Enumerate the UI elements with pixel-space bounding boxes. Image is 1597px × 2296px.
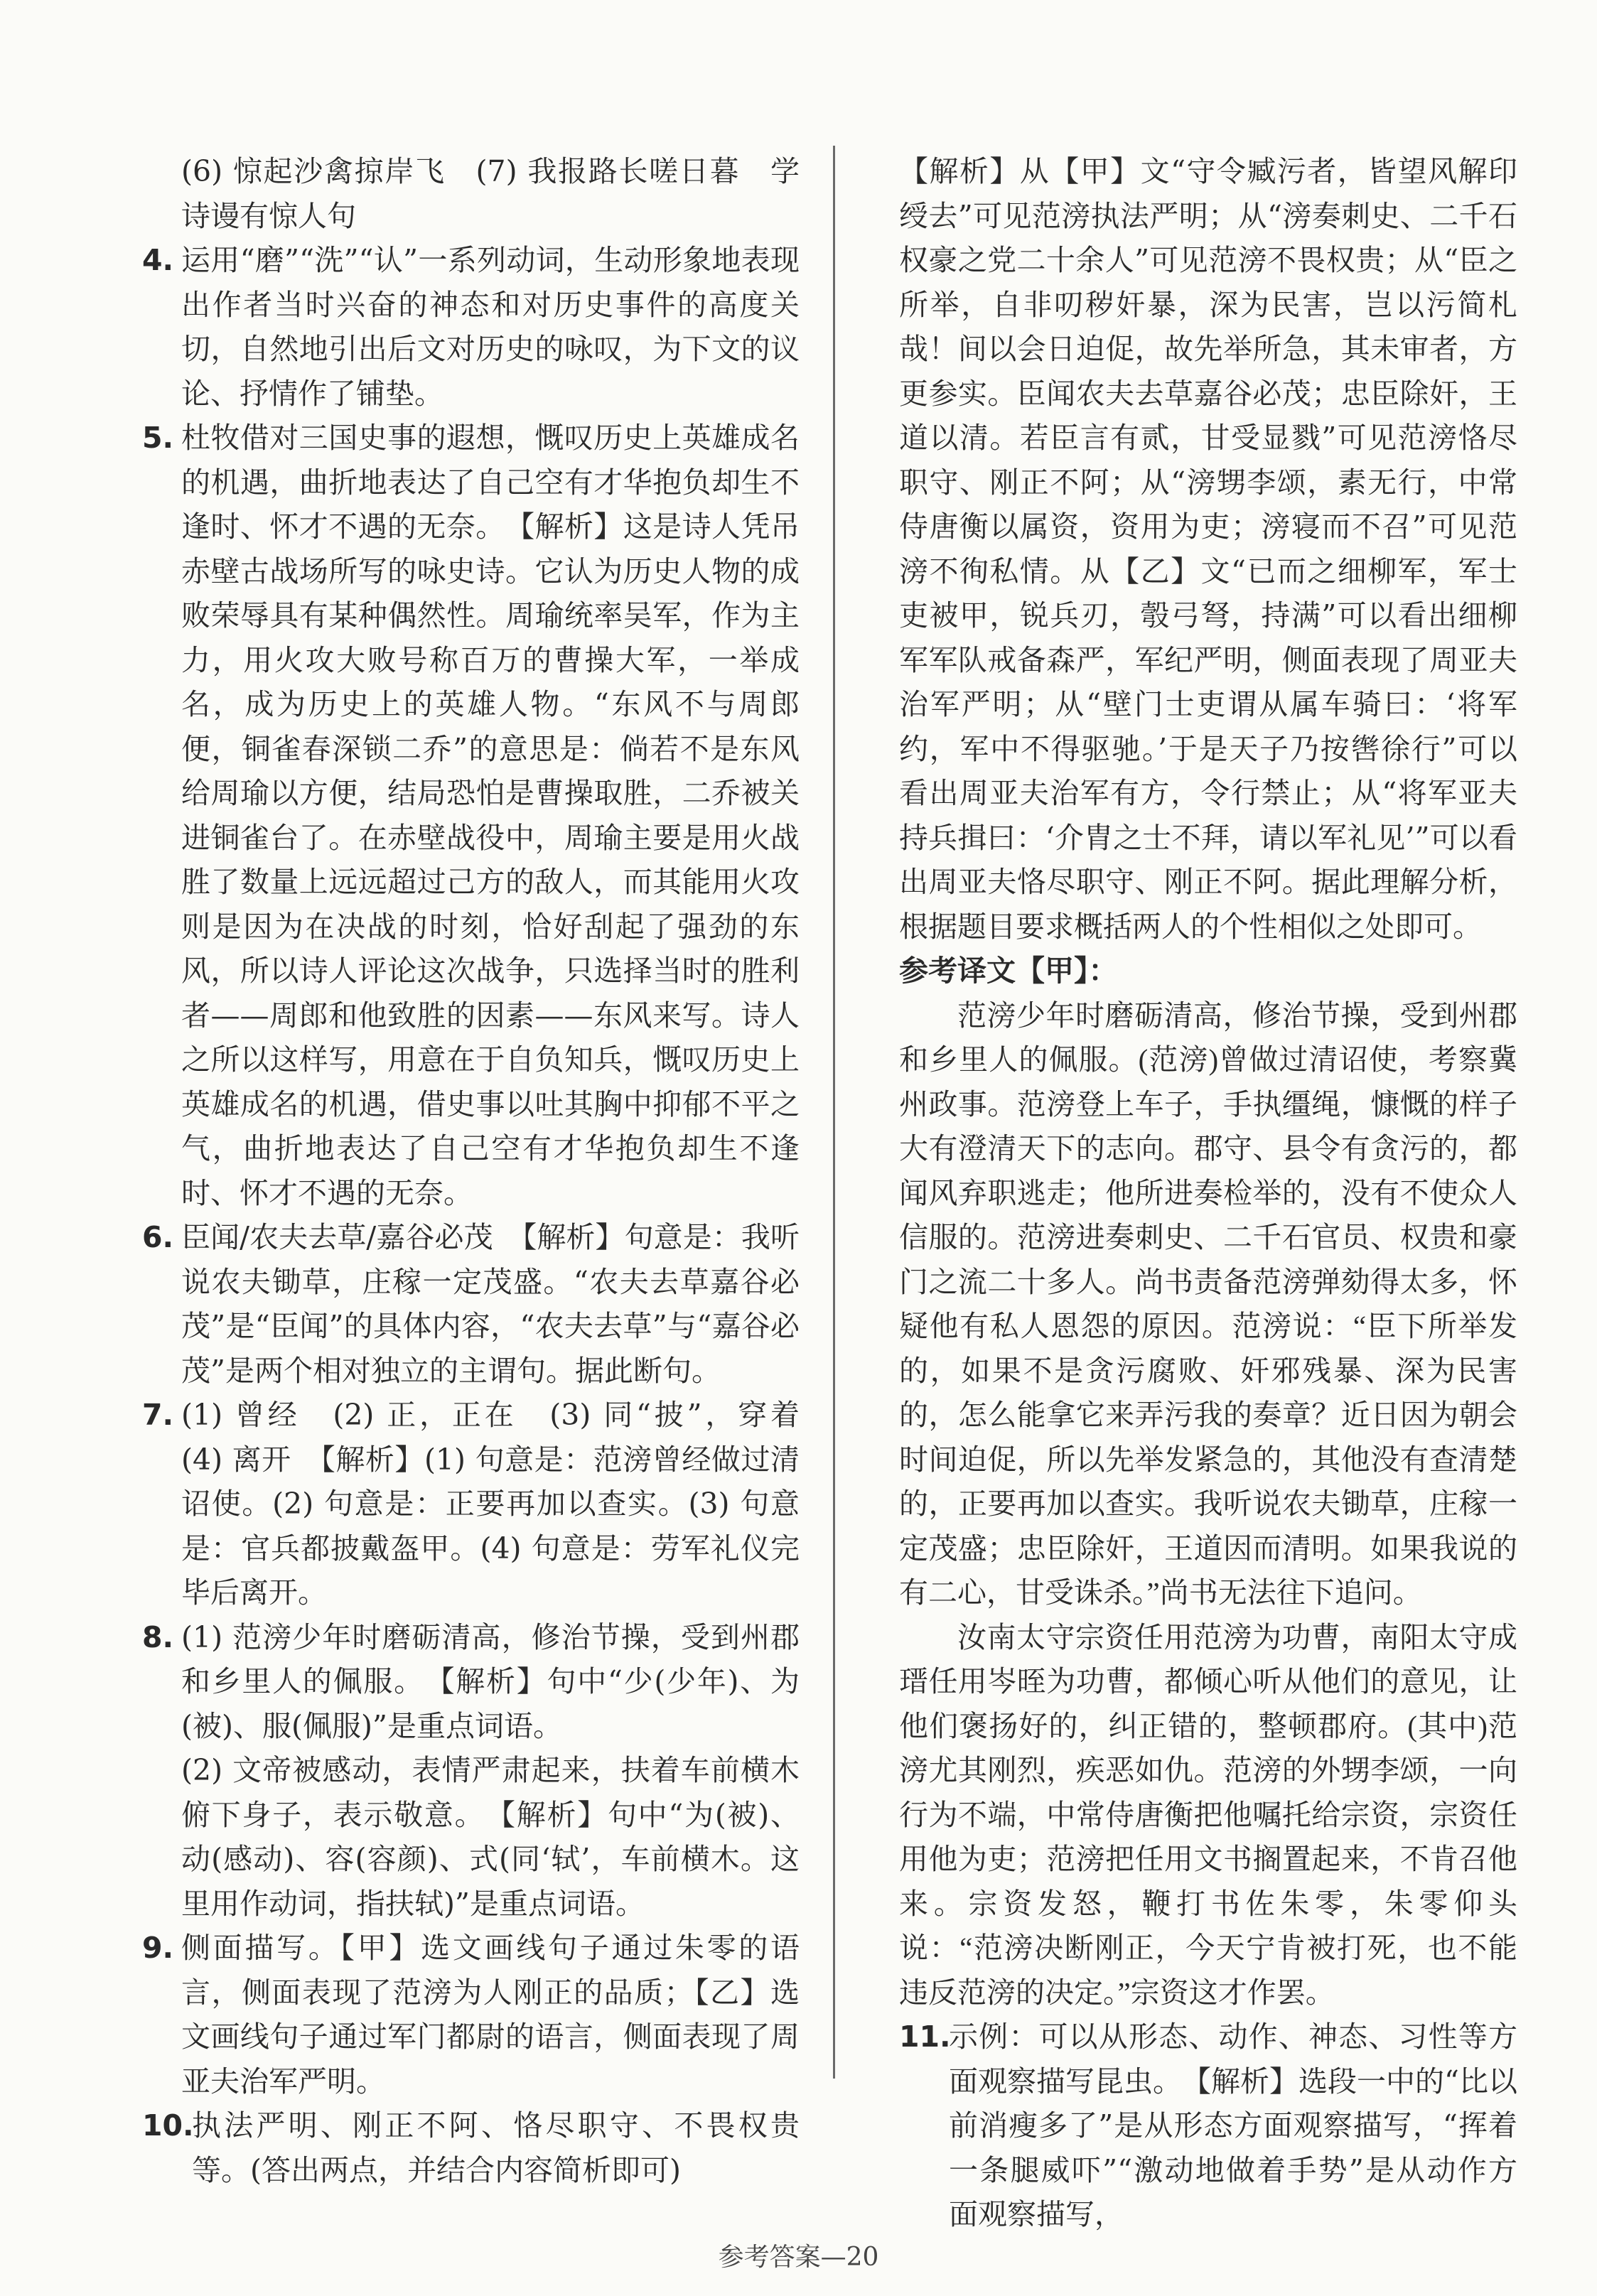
right-column (899, 149, 1517, 2237)
item-number: 4. (142, 243, 174, 277)
translation-text (899, 993, 1517, 2015)
translation-title: 参考译文【甲】： (899, 954, 1118, 988)
answer-item-11 (899, 2015, 1517, 2237)
item-text: 臣闻/农夫去草/嘉谷必茂 【解析】句意是：我听说农夫锄草，庄稼一定茂盛。“农夫去草嘉谷必茂”是“臣闻”的具体内容，“农夫去草”与“嘉谷必茂”是两个相对独立的主谓句。据此断句。 (181, 1220, 800, 1388)
item-text-part-2: (2) 文帝被感动，表情严肃起来，扶着车前横木俯下身子，表示敬意。 【解析】句中“为(被)、动(感动)、容(容颜)、式(同‘轼’，车前横木。这里用作动词，指扶轼)”是重点词语。 (181, 1753, 800, 1921)
page-footer: 参考答案—20 (718, 2243, 879, 2272)
answer-item-5 (142, 416, 800, 1215)
item-number: 8. (142, 1619, 174, 1654)
item-text: (1) 范滂少年时磨砺清高，修治节操，受到州郡和乡里人的佩服。 【解析】句中“少(少年)、为(被)、服(佩服)”是重点词语。 (181, 1619, 800, 1743)
item-text: 侧面描写。【甲】选文画线句子通过朱零的语言，侧面表现了范滂为人刚正的品质；【乙】选文画线句子通过军门都尉的语言，侧面表现了周亚夫治军严明。 (181, 1931, 800, 2098)
answer-item-10 (142, 2103, 800, 2192)
item-number: 11. (899, 2020, 951, 2054)
item-number: 10. (142, 2108, 194, 2143)
item-text: 执法严明、刚正不阿、恪尽职守、不畏权贵等。(答出两点，并结合内容简析即可) (192, 2108, 800, 2187)
answer-item-7 (142, 1393, 829, 1615)
answer-item-8 (142, 1615, 800, 1926)
item-text: 杜牧借对三国史事的遐想，慨叹历史上英雄成名的机遇，曲折地表达了自己空有才华抱负却生不逢时、怀才不遇的无奈。 【解析】这是诗人凭吊赤壁古战场所写的咏史诗。它认为历史人物的成败荣辱具有某种偶然性。周瑜统率吴军，作为主力，用火攻大败号称百万的曹操大军，一举成名，成为历史上的英雄人物。“东风不与周郎便，铜雀春深锁二乔”的意思是：倘若不是东风给周瑜以方便，结局恐怕是曹操取胜，二乔被关进铜雀台了。在赤壁战役中，周瑜主要是用火战胜了数量上远远超过己方的敌人，而其能用火攻则是因为在决战的时刻，恰好刮起了强劲的东风，所以诗人评论这次战争，只选择当时的胜利者——周郎和他致胜的因素——东风来写。诗人之所以这样写，用意在于自负知兵，慨叹历史上英雄成名的机遇，借史事以吐其胸中抑郁不平之气，曲折地表达了自己空有才华抱负却生不逢时、怀才不遇的无奈。 (181, 421, 800, 1210)
item-text: 示例：可以从形态、动作、神态、习性等方面观察描写昆虫。 【解析】选段一中的“比以前消瘦多了”是从形态方面观察描写，“挥着一条腿威吓”“激动地做着手势”是从动作方面观察描写， (949, 2020, 1517, 2231)
left-column (142, 149, 829, 2192)
item-6-continuation (142, 149, 800, 238)
item-number: 9. (142, 1931, 174, 1965)
column-divider (833, 146, 835, 2079)
item-10-analysis: 【解析】从【甲】文“守令臧污者，皆望风解印绶去”可见范滂执法严明；从“滂奏刺史、二千石权豪之党二十余人”可见范滂不畏权贵；从“臣之所举，自非叨秽奸暴，深为民害，岂以污简札哉！间以会日迫促，故先举所急，其未审者，方更参实。臣闻农夫去草嘉谷必茂；忠臣除奸，王道以清。若臣言有贰，甘受显戮”可见范滂恪尽职守、刚正不阿；从“滂甥李颂，素无行，中常侍唐衡以属资，资用为吏；滂寝而不召”可见范滂不徇私情。从【乙】文“已而之细柳军，军士吏被甲，锐兵刃，彀弓弩，持满”可以看出细柳军军队戒备森严，军纪严明，侧面表现了周亚夫治军严明；从“壁门士吏谓从属车骑曰：‘将军约，军中不得驱驰。’于是天子乃按辔徐行”可以看出周亚夫治军有方，令行禁止；从“将军亚夫持兵揖曰：‘介胄之士不拜，请以军礼见’”可以看出周亚夫恪尽职守、刚正不阿。据此理解分析，根据题目要求概括两人的个性相似之处即可。 (899, 154, 1517, 944)
answer-item-6 (142, 1215, 800, 1393)
answer-item-4 (142, 238, 800, 416)
answer-item-9 (142, 1926, 800, 2103)
item-number: 7. (142, 1398, 174, 1432)
translation-paragraph-1: 范滂少年时磨砺清高，修治节操，受到州郡和乡里人的佩服。(范滂)曾做过清诏使，考察冀州政事。范滂登上车子，手执缰绳，慷慨的样子大有澄清天下的志向。郡守、县令有贪污的，都闻风弃职逃走；他所进奏检举的，没有不使众人信服的。范滂进奏刺史、二千石官员、权贵和豪门之流二十多人。尚书责备范滂弹劾得太多，怀疑他有私人恩怨的原因。范滂说：“臣下所举发的，如果不是贪污腐败、奸邪残暴、深为民害的，怎么能拿它来弄污我的奏章？近日因为朝会时间迫促，所以先举发紧急的，其他没有查清楚的，正要再加以查实。我听说农夫锄草，庄稼一定茂盛；忠臣除奸，王道因而清明。如果我说的有二心，甘受诛杀。”尚书无法往下追问。 (899, 998, 1517, 1609)
item-number: 6. (142, 1220, 174, 1254)
item-text: (1) 曾经 (2) 正，正在 (3) 同“披”，穿着 (4) 离开 【解析】(1) 句意是：范滂曾经做过清诏使。(2) 句意是：正要再加以查实。(3) 句意是：官兵都披戴盔甲。(4) 句意是：劳军礼仪完毕后离开。 (181, 1398, 829, 1610)
item-text: 运用“磨”“洗”“认”一系列动词，生动形象地表现出作者当时兴奋的神态和对历史事件的高度关切，自然地引出后文对历史的咏叹，为下文的议论、抒情作了铺垫。 (181, 243, 800, 411)
item-number: 5. (142, 421, 174, 455)
item-6-cont-text: (6) 惊起沙禽掠岸飞 (7) 我报路长嗟日暮 学诗谩有惊人句 (181, 154, 800, 233)
translation-paragraph-2: 汝南太守宗资任用范滂为功曹，南阳太守成瑨任用岑晊为功曹，都倾心听从他们的意见，让他们褒扬好的，纠正错的，整顿郡府。(其中)范滂尤其刚烈，疾恶如仇。范滂的外甥李颂，一向行为不端，中常侍唐衡把他嘱托给宗资，宗资任用他为吏；范滂把任用文书搁置起来，不肯召他来。宗资发怒，鞭打书佐朱零，朱零仰头说：“范滂决断刚正，今天宁肯被打死，也不能违反范滂的决定。”宗资这才作罢。 (899, 1620, 1517, 2009)
